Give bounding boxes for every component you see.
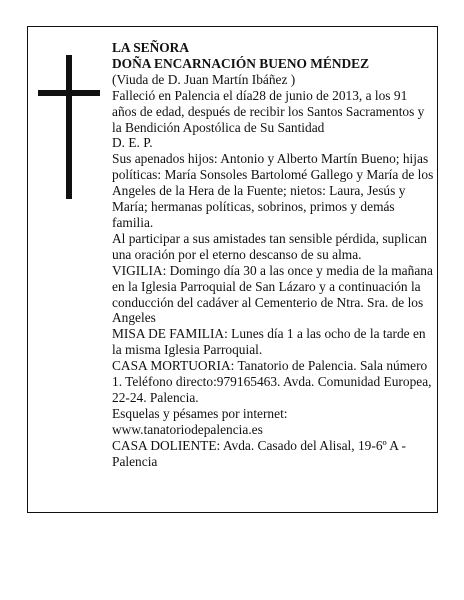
rip-line: D. E. P. (112, 135, 153, 151)
death-paragraph: Falleció en Palencia el día28 de junio de 2013, a los 91 años de edad, después de recibir los Santos Sacramentos y la Bendición Apostólica de Su Santidad (112, 87, 425, 135)
prayer-request: Al participar a sus amistades tan sensible pérdida, suplican una oración por el eterno descanso de su alma. (112, 230, 427, 262)
mortuary-info: CASA MORTUORIA: Tanatorio de Palencia. Sala número 1. Teléfono directo:979165463. Avda. Comunidad Europea, 22-24. Palencia. (112, 358, 432, 405)
website-link[interactable]: www.tanatoriodepalencia.es (112, 421, 263, 437)
vigil-info: VIGILIA: Domingo día 30 a las once y media de la mañana en la Iglesia Parroquial de San Lázaro y a continuación la conducción del cadáver al Cementerio de Ntra. Sra. de los Angeles (112, 262, 433, 326)
online-label: Esquelas y pésames por internet: (112, 405, 288, 421)
family-paragraph: Sus apenados hijos: Antonio y Alberto Martín Bueno; hijas políticas: María Sonsoles Bartolomé Gallego y María de los Angeles de la Hera de la Fuente; nietos: Laura, Jesús y María; hermanas políticas, sobrinos, primos y demás familia. (112, 151, 434, 230)
notice-text (112, 40, 434, 469)
cross-vertical-bar (66, 55, 72, 199)
cross-horizontal-bar (38, 90, 100, 96)
notice-title: LA SEÑORA (112, 40, 190, 55)
obituary-notice (27, 26, 438, 513)
deceased-name: DOÑA ENCARNACIÓN BUENO MÉNDEZ (112, 55, 370, 71)
cross-icon (38, 55, 100, 199)
widow-line: (Viuda de D. Juan Martín Ibáñez ) (112, 71, 296, 87)
family-mass-info: MISA DE FAMILIA: Lunes día 1 a las ocho de la tarde en la misma Iglesia Parroquial. (112, 326, 426, 358)
mourning-house-info: CASA DOLIENTE: Avda. Casado del Alisal, 19-6º A - Palencia (112, 437, 407, 469)
